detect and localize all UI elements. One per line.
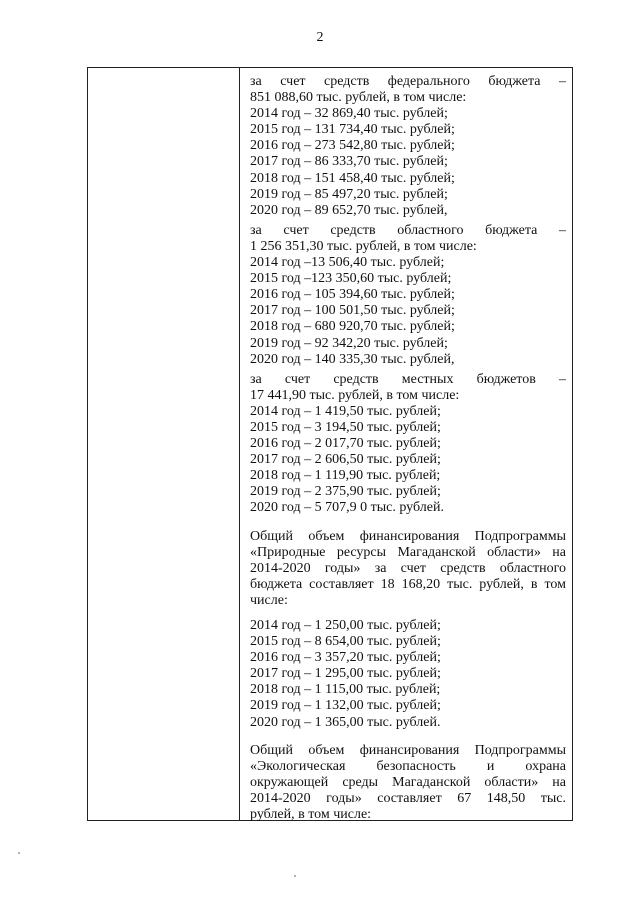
local-year-2015: 2015 год – 3 194,50 тыс. рублей; [250, 419, 441, 435]
natural-resources-line-4: бюджета составляет 18 168,20 тыс. рублей, в том [250, 576, 566, 592]
local-year-2017: 2017 год – 2 606,50 тыс. рублей; [250, 452, 441, 468]
local-year-2019: 2019 год – 2 375,90 тыс. рублей; [250, 484, 441, 500]
regional-year-2016: 2016 год – 105 394,60 тыс. рублей; [250, 287, 455, 303]
scan-artifact [294, 875, 296, 877]
natural-resources-line-2: «Природные ресурсы Магаданской области» на [250, 544, 566, 560]
local-budget-block [250, 372, 566, 517]
page-number: 2 [316, 30, 324, 45]
federal-year-2017: 2017 год – 86 333,70 тыс. рублей; [250, 154, 448, 170]
natural-resources-year-2017: 2017 год – 1 295,00 тыс. рублей; [250, 666, 441, 682]
local-year-2020: 2020 год – 5 707,9 0 тыс. рублей. [250, 500, 444, 516]
regional-year-2017: 2017 год – 100 501,50 тыс. рублей; [250, 303, 455, 319]
scan-artifact [18, 852, 20, 854]
natural-resources-year-2020: 2020 год – 1 365,00 тыс. рублей. [250, 714, 441, 730]
regional-budget-line-1: за счет средств областного бюджета – [250, 222, 566, 238]
ecology-paragraph [250, 743, 566, 823]
federal-budget-line-2: 851 088,60 тыс. рублей, в том числе: [250, 90, 467, 106]
local-budget-line-2: 17 441,90 тыс. рублей, в том числе: [250, 387, 460, 403]
funding-cell [250, 74, 566, 823]
federal-budget-block [250, 74, 566, 219]
natural-resources-years [250, 618, 566, 731]
regional-year-2014: 2014 год –13 506,40 тыс. рублей; [250, 255, 445, 271]
ecology-line-1: Общий объем финансирования Подпрограммы [250, 742, 566, 758]
ecology-line-5: рублей, в том числе: [250, 807, 372, 823]
federal-year-2019: 2019 год – 85 497,20 тыс. рублей; [250, 186, 448, 202]
natural-resources-paragraph [250, 529, 566, 609]
ecology-line-2: «Экологическая безопасность и охрана [250, 758, 566, 774]
regional-year-2015: 2015 год –123 350,60 тыс. рублей; [250, 271, 452, 287]
local-budget-line-1: за счет средств местных бюджетов – [250, 371, 566, 387]
natural-resources-year-2014: 2014 год – 1 250,00 тыс. рублей; [250, 618, 441, 633]
natural-resources-line-5: числе: [250, 592, 288, 608]
natural-resources-line-3: 2014-2020 годы» за счет средств областного [250, 560, 566, 576]
federal-budget-line-1: за счет средств федерального бюджета – [250, 74, 566, 89]
ecology-line-3: окружающей среды Магаданской области» на [250, 774, 566, 790]
federal-year-2015: 2015 год – 131 734,40 тыс. рублей; [250, 122, 455, 138]
regional-year-2020: 2020 год – 140 335,30 тыс. рублей, [250, 351, 455, 367]
regional-budget-block [250, 223, 566, 368]
federal-year-2020: 2020 год – 89 652,70 тыс. рублей, [250, 202, 448, 218]
natural-resources-year-2015: 2015 год – 8 654,00 тыс. рублей; [250, 634, 441, 650]
column-divider [239, 67, 240, 821]
natural-resources-year-2018: 2018 год – 1 115,00 тыс. рублей; [250, 682, 441, 698]
local-year-2018: 2018 год – 1 119,90 тыс. рублей; [250, 468, 441, 484]
natural-resources-year-2016: 2016 год – 3 357,20 тыс. рублей; [250, 650, 441, 666]
regional-year-2018: 2018 год – 680 920,70 тыс. рублей; [250, 319, 455, 335]
federal-year-2014: 2014 год – 32 869,40 тыс. рублей; [250, 106, 448, 122]
federal-year-2018: 2018 год – 151 458,40 тыс. рублей; [250, 170, 455, 186]
regional-year-2019: 2019 год – 92 342,20 тыс. рублей; [250, 335, 448, 351]
federal-year-2016: 2016 год – 273 542,80 тыс. рублей; [250, 138, 455, 154]
natural-resources-year-2019: 2019 год – 1 132,00 тыс. рублей; [250, 698, 441, 714]
ecology-line-4: 2014-2020 годы» составляет 67 148,50 тыс. [250, 790, 566, 806]
natural-resources-line-1: Общий объем финансирования Подпрограммы [250, 528, 566, 544]
local-year-2014: 2014 год – 1 419,50 тыс. рублей; [250, 403, 441, 419]
local-year-2016: 2016 год – 2 017,70 тыс. рублей; [250, 436, 441, 452]
regional-budget-line-2: 1 256 351,30 тыс. рублей, в том числе: [250, 238, 477, 254]
